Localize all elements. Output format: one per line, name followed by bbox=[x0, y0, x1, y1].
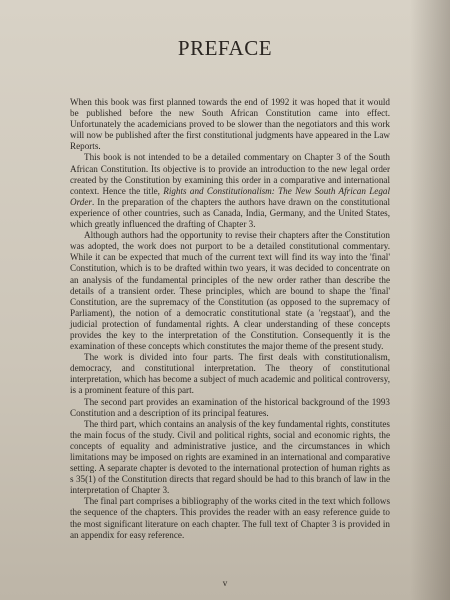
page-number: v bbox=[222, 578, 228, 588]
paragraph-5: The second part provides an examination of the historical background of the 1993 Constitution and a description of its principal features. bbox=[70, 396, 390, 418]
book-title-italic: Rights and Constitutionalism: The New South African Legal Order bbox=[70, 185, 390, 207]
paragraph-4: The work is divided into four parts. The first deals with constitutionalism, democracy, and constitutional interpretation. The theory of constitutional interpretation, which has become a subject of much academic and political controversy, is a prominent feature of this part. bbox=[70, 352, 390, 396]
paragraph-7: The final part comprises a bibliography of the works cited in the text which follows the sequence of the chapters. This provides the reader with an easy reference guide to the most significant literature on each chapter. The full text of Chapter 3 is provided in an appendix for easy reference. bbox=[70, 496, 390, 540]
paragraph-2-end: . In the preparation of the chapters the authors have drawn on the constitutional experience of other countries, such as Canada, India, Germany, and the United States, which greatly influenced the drafting of Chapter 3. bbox=[70, 196, 390, 230]
page-title: PREFACE bbox=[177, 36, 273, 60]
paragraph-3: Although authors had the opportunity to revise their chapters after the Constitution was adopted, the work does not purport to be a detailed constitutional commentary. While it can be expected that much of the current text will find its way into the 'final' Constitution, which is to be drafted within two years, it was decided to concentrate on an analysis of the fundamental principles of the new order rather than describe the details of a transient order. These principles, which are bound to shape the 'final' Constitution, are the supremacy of the Constitution (as opposed to the supremacy of Parliament), the notion of a democratic constitutional state (a 'regstaat'), and the judicial protection of fundamental rights. A clear understanding of these concepts provides the key to the interpretation of the Constitution. Consequently it is the examination of these concepts which constitutes the major theme of the present study. bbox=[70, 230, 390, 352]
preface-body bbox=[70, 97, 390, 541]
page-shadow bbox=[410, 0, 450, 600]
paragraph-6: The third part, which contains an analysis of the key fundamental rights, constitutes the main focus of the study. Civil and political rights, social and economic rights, the concepts of equality and administrative justice, and the circumstances in which limitations may be imposed on rights are examined in an international and comparative setting. A separate chapter is devoted to the international protection of human rights as s 35(1) of the Constitution directs that regard should be had to this branch of law in the interpretation of Chapter 3. bbox=[70, 418, 390, 496]
paragraph-2-start: This book is not intended to be a detailed commentary on Chapter 3 of the South African Constitution. Its objective is to provide an introduction to the new legal order created by the Constitution by examining this order in a comparative and international context. Hence the title, bbox=[70, 152, 390, 196]
paragraph-2 bbox=[70, 152, 390, 230]
paragraph-1: When this book was first planned towards the end of 1992 it was hoped that it would be published before the new South African Constitution came into effect. Unfortunately the academicians proved to be slower than the negotiators and this work will now be published after the first constitutional judgments have appeared in the Law Reports. bbox=[70, 97, 390, 152]
